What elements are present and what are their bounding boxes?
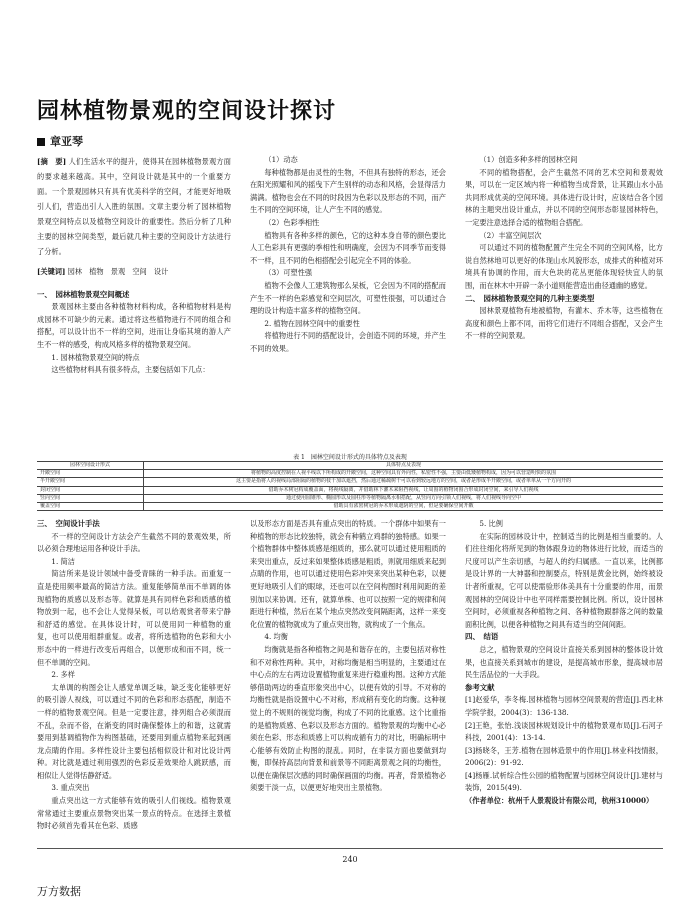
keywords xyxy=(37,266,231,279)
method-variety-text: 太单调的构图会让人感觉单调乏味，缺乏变化能够更好的吸引游人视线，可以通过不同的色彩和形态搭配，制造不一样的植物景观空间。但是一定要注意，排列组合必须混而不乱，杂而不俗，在渐变的同时确保整体上的和谐，这就需要用到基调植物作为构图基础，还要用到重点植物来起到画龙点睛的作用。多样性设计主要包括相似设计和对比设计两种。对比就是通过利用强烈的色彩反差效果给人跳跃感，而相似让人觉得恬静舒适。 xyxy=(37,682,231,780)
table-header-type: 园林空间设计形式 xyxy=(37,462,144,470)
item-layer-text: 可以通过不同的植物配置产生完全不同的空间风格，比方说自然林地可以更好的体现山水风貌形态，成排式的种植对环境具有协调的作用，而大色块的花丛更能体现轻快宜人的氛围，而在林木中开辟一条小道则能营造出曲径通幽的感觉。 xyxy=(465,243,663,290)
method-balance-title: 4. 均衡 xyxy=(264,632,288,642)
table-row xyxy=(37,470,663,478)
method-simple-text: 简洁所来是设计领域中备受青睐的一种手法。而重复一直是使用频率最高的简洁方法。重复能够简单而不单调的体现植物的质感以及形态等。就算是具有同样色彩和质感的植物放到一起，也不会让人觉得呆板，可以给观赏者带来宁静和舒适的感觉。在具体设计时，可以使用同一种植物的重复，也可以使用组群重复。或者，将所选植物的色彩和大小形态中的一样进行改变后再组合，以便形成和而不同，统一但不单调的空间。 xyxy=(37,569,231,667)
table-cell-type: 竖向空间 xyxy=(37,494,144,502)
section-3-intro: 不一样的空间设计方法会产生截然不同的景观效果，所以必须合理地运用各种设计手法。 xyxy=(37,531,231,554)
table-cell-type: 开敞空间 xyxy=(37,470,144,478)
method-proportion-text: 在实际的园林设计中，控制适当的比例是相当重要的。人们往往细化将所见到的物体跟身边的物体进行比较，而适当的尺度可以产生亲切感，与超人的约归属感。一直以来，比例都是设计界的一大神器和控制要点，特别是黄金比例，始终被设计者所重视，它可以使需验形体美具有十分重要的作用，而景观园林的空间设计中也平同样需要控制比例。所以，设计园林空间时，必须重视各种植物之间、各种植物跟群落之间的数量面积比例，以便各种植物之间具有适当的空间间距。 xyxy=(465,531,663,629)
method-focus-continued: 以及形态方面是否具有重点突出的特质。一个群体中如果有一种植物的形态比较独特，就会有种鹤立鸡群的独特感。如果一个植物群体中整体质感是细质的，那么就可以通过使用粗质的来突出重点，反过来如果整体质感是粗质，则就用细质来起到点睛的作用，也可以通过使用色彩冲突来突出某种色彩，以便更好地吸引人们的眼球，还也可以在空间构图时利用间距的差别加以来协调。还有，就算单株、也可以按照一定的规律和间距进行种植，然后在某个地点突然改变间隔距离，这样一来变化位置的植物就成为了重点突出物，就构成了一个焦点。 xyxy=(250,519,446,629)
author-name: 章亚琴 xyxy=(50,135,83,148)
section-4-heading: 四、 结语 xyxy=(465,632,499,642)
section-2-text: 园林景观植物有地被植物，有灌木、乔木等，这些植物在高度和颜色上都不同，而将它们进行不同组合搭配，又会产生不一样的空间景观。 xyxy=(465,306,663,341)
item-dynamic-title: （1）动态 xyxy=(264,155,298,164)
item-dynamic-text: 每种植物都是由灵性的生物，不但具有独特的形态，还会在阳光照耀和风的摇曳下产生别样的动态和风格，会显得活力满满。植物也会在不同的时段因为色彩以及形态的不同，而产生不同的空间环境，让人产生不同的感觉。 xyxy=(250,167,446,215)
section-1-subheading: 1. 园林植物景观空间的特点 xyxy=(51,352,140,362)
importance-text: 将植物进行不同的搭配设计，会创造不同的环境，并产生不同的效果。 xyxy=(250,331,446,353)
section-1-paragraph-2: 这些植物材料具有很多特点，主要包括如下几点： xyxy=(51,365,210,375)
item-create-space-text: 不同的植物搭配，会产生截然不同的艺术空间和景观效果，可以在一定区域内将一种植物当成背景，让其跟山水小品共同形成优美的空间环境。具体进行设计时，应该结合各个园林的主题突出设计重点，并以不同的空间形态彰显园林特色，一定要注意选择合适的植物组合搭配。 xyxy=(465,167,663,227)
method-proportion-title: 5. 比例 xyxy=(479,519,503,528)
abstract xyxy=(37,154,231,259)
table-header-row xyxy=(37,462,663,470)
section-1-heading: 一、 园林植物景观空间概述 xyxy=(37,289,130,299)
method-simple-title: 1. 简洁 xyxy=(51,556,75,566)
table-caption: 表 1 园林空间设计形式的具体特点及表现 xyxy=(293,454,407,461)
space-types-table xyxy=(37,461,663,511)
reference-item: [3]杨晓冬，王芳.植物在园林造景中的作用[J].林业科技情报，2006(2)：91-92. xyxy=(465,745,663,768)
table-cell-desc: 借助乔木树冠构成覆盖面，将视线隔离，并借助林下灌木来阻挡视线，让周围的植物闭围合形成封闭空间，来引导人们视线 xyxy=(144,486,664,494)
section-4-text: 总之，植物景观的空间设计直接关系到园林的整体设计效果，也直接关系到城市的建设，是提高城市形象，提高城市居民生活品位的一大手段。 xyxy=(465,644,663,680)
abstract-text: 人们生活水平的提升，使得其在园林植物景观方面的要求越来越高。其中，空间设计就是其中的一个重要方面。一个景观园林只有具有优美科学的空间，才能更好地吸引人们，营造出引人入胜的氛围。文章主要分析了园林植物景观空间特点以及植物空间设计的重要性。然后分析了几种主要的园林空间类型，最后就几种主要的空间设计方法进行了分析。 xyxy=(37,157,231,256)
article-title: 园林植物景观的空间设计探讨 xyxy=(37,99,337,124)
reference-item: [4]杨雁.试析综合性公园的植物配置与园林空间设计[J].建材与装饰，2015(49). xyxy=(465,770,663,793)
table-row xyxy=(37,478,663,486)
author-line xyxy=(37,133,83,149)
column-2 xyxy=(250,154,446,356)
table-cell-type: 封闭空间 xyxy=(37,486,144,494)
reference-item: [2]王艳，张怡.浅谈园林规划设计中的植物景观布局[J].石河子科技，2001(4)：13-14. xyxy=(465,720,663,743)
item-plastic-text: 植物不会像人工建筑物那么呆板，它会因为不同的搭配而产生不一样的色彩感觉和空间层次，可塑性很强，可以通过合理的设计构造丰富多样的植物空间。 xyxy=(250,280,446,316)
item-plastic-title: （3）可塑性强 xyxy=(264,268,313,278)
method-balance-text: 均衡就是指各种植物之间是和谐存在的，主要包括对称性和不对称性两种。其中，对称均衡是相当明显的，主要通过在中心点的左右两边设置植物重复来进行稳重构图。这种方式能够借助两边的垂直形象突出中心，以便有效的引导。不对称的均衡性就是指设置中心不对称，形成稍有变化的均衡。这种视觉上的不规则的视觉均衡，构成了不同的比重感。这个比重指的是植物质感、色彩以及形态方面的。植物景观的均衡中心必须在色彩、形态和质感上可以构成循有力的对比，明确标明中心能够有效防止构图的混乱。同时，在非误方面也要做到均衡，即保持高层向背景和前景等不同距离景观之间的均衡性，以便在确保层次感的同时确保画面的均衡。再者，背景植物必须要干淡一点，以便更好地突出主景植物。 xyxy=(250,644,446,793)
item-layer-title: （2）丰富空间层次 xyxy=(479,230,542,240)
item-create-space-title: （1）创造多种多样的园林空间 xyxy=(479,155,578,164)
subheading-importance: 2. 植物在园林空间中的重要性 xyxy=(264,318,360,328)
column-1 xyxy=(37,154,231,377)
references-heading: 参考文献 xyxy=(465,682,495,692)
table-row xyxy=(37,486,663,494)
table-cell-desc: 这主要是指将人的视线局部阻隔的植物的枝干加以遮挡，然后通过稀疏树干可以看到较远地方的空间，或者是形成半开敞空间，或者单单从一个方向开的 xyxy=(144,478,664,486)
keywords-text: 园林 植物 景观 空间 设计 xyxy=(67,267,169,276)
section-1-paragraph: 景观园林主要由各种植物材料构成，各种植物材料是构成园林不可缺少的元素。通过将这些植物进行不同的组合和搭配，可以设计出不一样的空间，进而让身临其境的游人产生不一样的感受，构成风格多样的植物景观空间。 xyxy=(37,302,231,349)
item-color-title: （2）色彩季相性 xyxy=(264,217,320,227)
table-cell-desc: 通过使用圆锥形、椭圆形以及圆柱形等植物隔离水相搭配，从竖向方向引领人们视线，将人们视线导向空中 xyxy=(144,494,664,502)
section-3-heading: 三、 空间设计手法 xyxy=(37,519,100,528)
table-cell-desc: 将植物的高度控制在人视平线以下所构成的开敞空间，这种空间具有外向性，私密性不强，主要由低矮植物构成，因为可以营造明快的氛围 xyxy=(144,470,664,478)
method-variety-title: 2. 多样 xyxy=(51,670,75,680)
table-row xyxy=(37,503,663,511)
method-focus-text: 重点突出这一方式能够有效的吸引人们视线。植物景观常常通过主要重点景物突出某一景点的特点。在选择主景植物时必须首先看其在色彩、质感 xyxy=(37,796,231,831)
watermark: 万方数据 xyxy=(37,885,81,898)
column-5 xyxy=(250,518,446,795)
table-header-desc: 具体特点及表现 xyxy=(144,462,664,470)
table-cell-type: 半开敞空间 xyxy=(37,478,144,486)
column-3 xyxy=(465,154,663,343)
page-number: 240 xyxy=(342,855,358,864)
footer-rule xyxy=(37,848,663,849)
table-row xyxy=(37,494,663,502)
item-color-text: 植物具有各种多样的颜色，它的这种本身自带的颜色要比人工色彩具有更强的季相性和明确度，会因为不同季节而变得不一样，且不同的色相搭配会引起完全不同的体验。 xyxy=(250,230,446,265)
keywords-label: [关键词] xyxy=(37,267,66,276)
column-6 xyxy=(465,518,663,808)
table-cell-type: 覆盖空间 xyxy=(37,503,144,511)
method-focus-title: 3. 重点突出 xyxy=(51,783,90,793)
table-cell-desc: 借助具有浓密树冠的乔木形成遮阴的空间，但是要确保空间开敞 xyxy=(144,503,664,511)
column-4 xyxy=(37,518,231,833)
abstract-label: [摘 要] xyxy=(37,157,67,166)
author-affiliation: （作者单位：杭州千人景观设计有限公司，杭州310000） xyxy=(465,796,654,806)
square-bullet-icon xyxy=(37,138,45,146)
section-2-heading: 二、 园林植物景观空间的几种主要类型 xyxy=(465,293,595,303)
reference-item: [1]赵爱华，李冬梅.园林植物与园林空间景观的营造[J].西北林学院学报，2004(3)：136-138. xyxy=(465,695,663,717)
